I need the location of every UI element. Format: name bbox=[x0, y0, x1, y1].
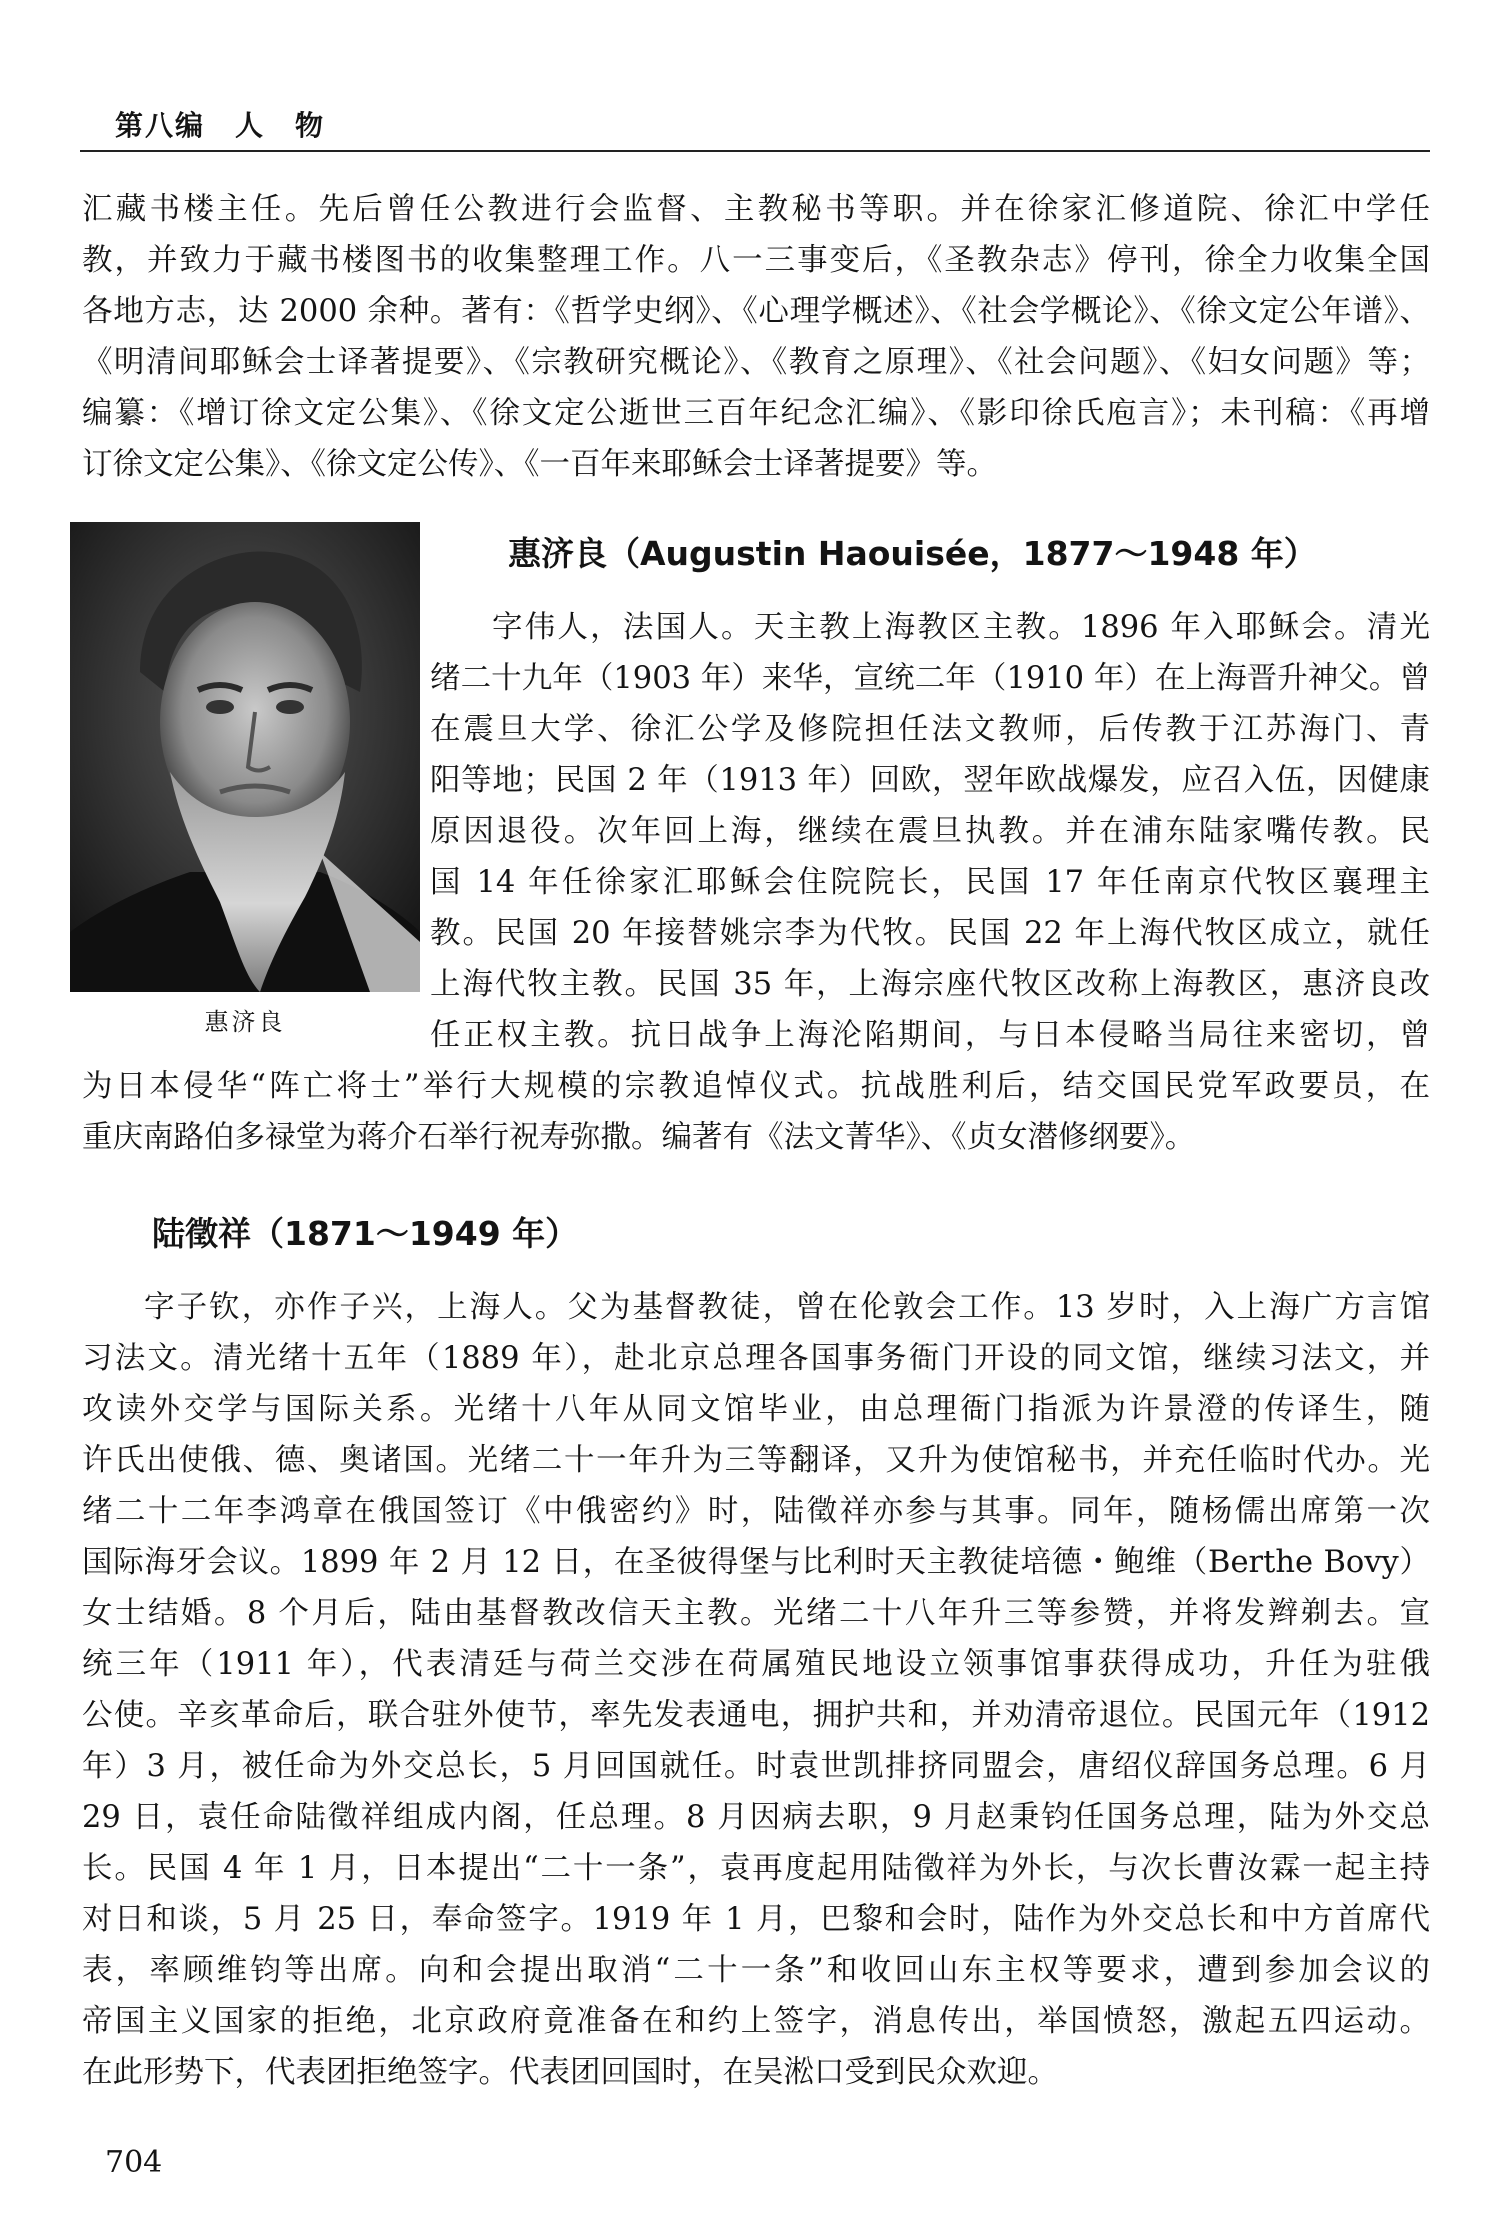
text-line: 字伟人，法国人。天主教上海教区主教。1896 年入耶稣会。清光 bbox=[492, 610, 1430, 645]
text-line: 表，率顾维钧等出席。向和会提出取消“二十一条”和收回山东主权等要求，遭到参加会议的 bbox=[82, 1953, 1430, 1988]
text-line: 各地方志，达 2000 余种。著有：《哲学史纲》、《心理学概述》、《社会学概论》、《徐文定公年谱》、 bbox=[82, 294, 1430, 329]
text-line: 为日本侵华“阵亡将士”举行大规模的宗教追悼仪式。抗战胜利后，结交国民党军政要员，在 bbox=[82, 1069, 1430, 1104]
text-line: 习法文。清光绪十五年（1889 年），赴北京总理各国事务衙门开设的同文馆，继续习法文，并 bbox=[82, 1341, 1430, 1376]
portrait-photo bbox=[70, 522, 420, 992]
text-line: 绪二十二年李鸿章在俄国签订《中俄密约》时，陆徵祥亦参与其事。同年，随杨儒出席第一次 bbox=[82, 1494, 1430, 1529]
text-line: 年）3 月，被任命为外交总长，5 月回国就任。时袁世凯排挤同盟会，唐绍仪辞国务总理。6 月 bbox=[82, 1749, 1430, 1784]
text-line: 国际海牙会议。1899 年 2 月 12 日，在圣彼得堡与比利时天主教徒培德・鲍维（Berthe Bovy） bbox=[82, 1545, 1430, 1580]
running-head: 第八编 人 物 bbox=[115, 109, 326, 142]
text-line: 《明清间耶稣会士译著提要》、《宗教研究概论》、《教育之原理》、《社会问题》、《妇女问题》等； bbox=[82, 345, 1430, 380]
text-line: 阳等地；民国 2 年（1913 年）回欧，翌年欧战爆发，应召入伍，因健康 bbox=[430, 763, 1430, 798]
text-line: 原因退役。次年回上海，继续在震旦执教。并在浦东陆家嘴传教。民 bbox=[430, 814, 1430, 849]
entry-paragraph-haouisee-cont bbox=[82, 1061, 1430, 1163]
text-line: 长。民国 4 年 1 月，日本提出“二十一条”，袁再度起用陆徵祥为外长，与次长曹汝霖一起主持 bbox=[82, 1851, 1430, 1886]
intro-paragraph bbox=[82, 184, 1430, 490]
text-line: 公使。辛亥革命后，联合驻外使节，率先发表通电，拥护共和，并劝清帝退位。民国元年（1912 bbox=[82, 1698, 1430, 1733]
text-line: 编纂：《增订徐文定公集》、《徐文定公逝世三百年纪念汇编》、《影印徐氏庖言》；未刊稿：《再增 bbox=[82, 396, 1430, 431]
photo-caption: 惠济良 bbox=[204, 1008, 286, 1036]
text-line: 任正权主教。抗日战争上海沦陷期间，与日本侵略当局往来密切，曾 bbox=[430, 1018, 1430, 1053]
text-line: 29 日，袁任命陆徵祥组成内阁，任总理。8 月因病去职，9 月赵秉钧任国务总理，陆为外交总 bbox=[82, 1800, 1430, 1835]
text-line: 统三年（1911 年），代表清廷与荷兰交涉在荷属殖民地设立领事馆事获得成功，升任为驻俄 bbox=[82, 1647, 1430, 1682]
text-line: 许氏出使俄、德、奥诸国。光绪二十一年升为三等翻译，又升为使馆秘书，并充任临时代办。光 bbox=[82, 1443, 1430, 1478]
text-line: 教。民国 20 年接替姚宗李为代牧。民国 22 年上海代牧区成立，就任 bbox=[430, 916, 1430, 951]
text-line: 教，并致力于藏书楼图书的收集整理工作。八一三事变后，《圣教杂志》停刊，徐全力收集全国 bbox=[82, 243, 1430, 278]
text-line: 攻读外交学与国际关系。光绪十八年从同文馆毕业，由总理衙门指派为许景澄的传译生，随 bbox=[82, 1392, 1430, 1427]
text-line: 上海代牧主教。民国 35 年，上海宗座代牧区改称上海教区，惠济良改 bbox=[430, 967, 1430, 1002]
text-line: 对日和谈，5 月 25 日，奉命签字。1919 年 1 月，巴黎和会时，陆作为外交总长和中方首席代 bbox=[82, 1902, 1430, 1937]
entry-paragraph-haouisee bbox=[430, 602, 1430, 1061]
page-number: 704 bbox=[105, 2145, 163, 2180]
text-line: 重庆南路伯多禄堂为蒋介石举行祝寿弥撒。编著有《法文菁华》、《贞女潜修纲要》。 bbox=[82, 1120, 1196, 1155]
text-line: 国 14 年任徐家汇耶稣会住院院长，民国 17 年任南京代牧区襄理主 bbox=[430, 865, 1430, 900]
text-line: 订徐文定公集》、《徐文定公传》、《一百年来耶稣会士译著提要》等。 bbox=[82, 447, 997, 482]
text-line: 在此形势下，代表团拒绝签字。代表团回国时，在吴淞口受到民众欢迎。 bbox=[82, 2055, 1058, 2090]
text-line: 帝国主义国家的拒绝，北京政府竟准备在和约上签字，消息传出，举国愤怒，激起五四运动。 bbox=[82, 2004, 1430, 2039]
text-line: 在震旦大学、徐汇公学及修院担任法文教师，后传教于江苏海门、青 bbox=[430, 712, 1430, 747]
portrait-image bbox=[70, 522, 420, 992]
entry-paragraph-lu-zhengxiang bbox=[82, 1282, 1430, 2098]
text-line: 汇藏书楼主任。先后曾任公教进行会监督、主教秘书等职。并在徐家汇修道院、徐汇中学任 bbox=[82, 192, 1430, 227]
entry-heading-haouisee: 惠济良（Augustin Haouisée，1877～1948 年） bbox=[508, 534, 1317, 573]
entry-heading-lu-zhengxiang: 陆徵祥（1871～1949 年） bbox=[152, 1214, 579, 1253]
text-line: 女士结婚。8 个月后，陆由基督教改信天主教。光绪二十八年升三等参赞，并将发辫剃去。宣 bbox=[82, 1596, 1430, 1631]
text-line: 绪二十九年（1903 年）来华，宣统二年（1910 年）在上海晋升神父。曾 bbox=[430, 661, 1430, 696]
text-line: 字子钦，亦作子兴，上海人。父为基督教徒，曾在伦敦会工作。13 岁时，入上海广方言馆 bbox=[144, 1290, 1430, 1325]
header-rule bbox=[80, 150, 1430, 152]
